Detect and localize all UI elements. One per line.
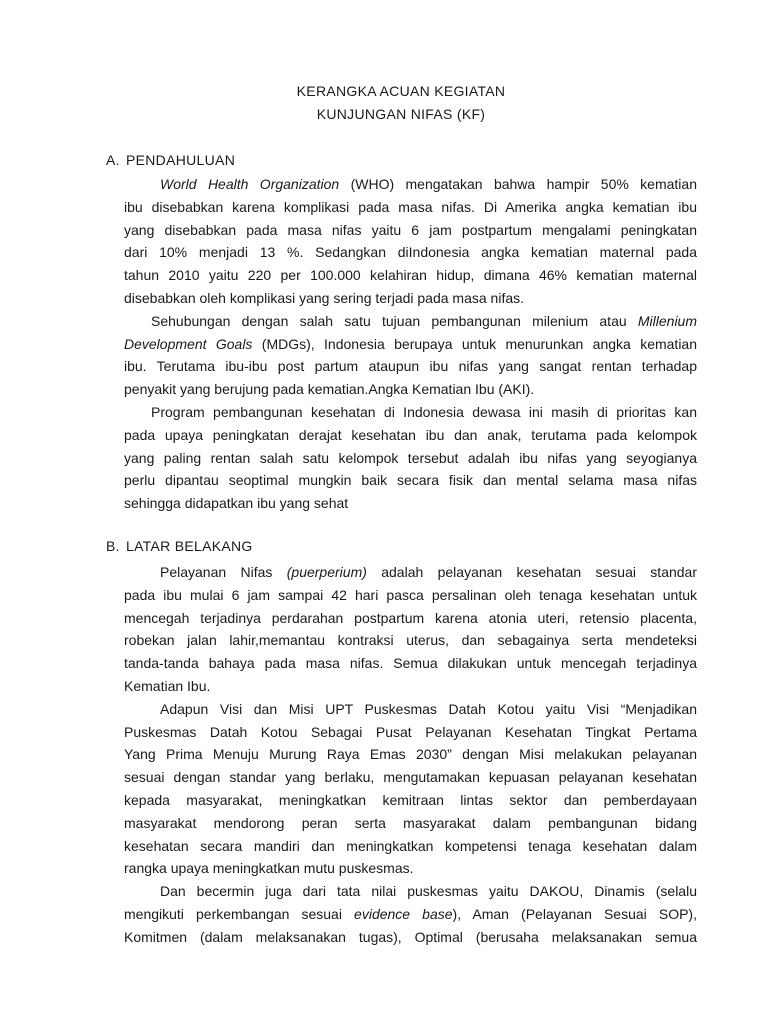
italic-text: Millenium bbox=[637, 312, 697, 329]
text-line bbox=[124, 629, 697, 652]
text-line bbox=[124, 333, 697, 356]
text-line bbox=[124, 287, 697, 310]
text-line bbox=[124, 310, 697, 333]
text-run: dari 10% menjadi 13 %. Sedangkan diIndonesia angka kematian maternal pada bbox=[124, 244, 697, 261]
text-run: perlu dipantau seoptimal mungkin baik secara fisik dan mental selama masa nifas bbox=[124, 472, 697, 489]
text-line bbox=[124, 607, 697, 630]
text-run: yang disebabkan pada masa nifas yaitu 6 jam postpartum mengalami peningkatan bbox=[124, 221, 697, 238]
text-line bbox=[124, 219, 697, 242]
text-line bbox=[124, 789, 697, 812]
italic-text: Development Goals bbox=[124, 335, 253, 352]
text-line bbox=[124, 584, 697, 607]
text-line bbox=[124, 447, 697, 470]
text-line bbox=[124, 743, 697, 766]
text-run: rangka upaya meningkatkan mutu puskesmas. bbox=[124, 860, 414, 877]
text-run: disebabkan oleh komplikasi yang sering terjadi pada masa nifas. bbox=[124, 289, 525, 306]
section-a-heading bbox=[106, 152, 235, 168]
italic-text: evidence base bbox=[354, 905, 453, 922]
section-b-heading bbox=[106, 538, 253, 554]
text-line bbox=[124, 675, 697, 698]
text-run: robekan jalan lahir,memantau kontraksi uterus, dan sebagainya serta mendeteksi bbox=[124, 632, 697, 649]
text-run: (MDGs), Indonesia berupaya untuk menurunkan angka kematian bbox=[252, 335, 697, 352]
text-run: Yang Prima Menuju Murung Raya Emas 2030” dengan Misi melakukan pelayanan bbox=[124, 746, 697, 763]
text-run: mencegah terjadinya perdarahan postpartum karena atonia uteri, retensio placenta, bbox=[124, 609, 697, 626]
text-run: penyakit yang berujung pada kematian.Angka Kematian Ibu (AKI). bbox=[124, 381, 535, 398]
text-line bbox=[124, 241, 697, 264]
text-run: Dan becermin juga dari tata nilai puskesmas yaitu DAKOU, Dinamis (selalu bbox=[160, 883, 697, 900]
text-run: ), Aman (Pelayanan Sesuai SOP), bbox=[452, 905, 697, 922]
section-b-letter: B. bbox=[106, 538, 120, 554]
text-run: kesehatan secara mandiri dan meningkatkan kompetensi tenaga kesehatan dalam bbox=[124, 837, 697, 854]
text-run: mengikuti perkembangan sesuai bbox=[124, 905, 355, 922]
text-run: pada upaya peningkatan derajat kesehatan ibu dan anak, terutama pada kelompok bbox=[124, 426, 697, 443]
text-line bbox=[124, 926, 697, 949]
text-line bbox=[124, 401, 697, 424]
section-a-body bbox=[124, 173, 697, 515]
document-title: KERANGKA ACUAN KEGIATAN bbox=[296, 83, 506, 99]
text-line bbox=[124, 355, 697, 378]
text-line bbox=[124, 857, 697, 880]
text-run: masyarakat mendorong peran serta masyarakat dalam pembangunan bidang bbox=[124, 814, 697, 831]
text-run: (WHO) mengatakan bahwa hampir 50% kematian bbox=[339, 176, 697, 192]
text-line bbox=[124, 721, 697, 744]
text-run: Sehubungan dengan salah satu tujuan pembangunan milenium atau bbox=[151, 312, 638, 329]
text-line bbox=[124, 173, 697, 196]
text-line bbox=[124, 652, 697, 675]
text-run: Puskesmas Datah Kotou Sebagai Pusat Pelayanan Kesehatan Tingkat Pertama bbox=[124, 723, 697, 740]
text-line bbox=[124, 766, 697, 789]
text-run: Kematian Ibu. bbox=[124, 677, 211, 694]
section-b-body bbox=[124, 561, 697, 949]
text-run: Program pembangunan kesehatan di Indonesia dewasa ini masih di prioritas kan bbox=[151, 403, 697, 420]
section-a-letter: A. bbox=[106, 152, 120, 168]
text-run: yang paling rentan salah satu kelompok tersebut adalah ibu nifas yang seyogianya bbox=[124, 449, 697, 466]
text-line bbox=[124, 561, 697, 584]
text-line bbox=[124, 196, 697, 219]
text-run: sehingga didapatkan ibu yang sehat bbox=[124, 495, 349, 512]
text-run: Komitmen (dalam melaksanakan tugas), Optimal (berusaha melaksanakan semua bbox=[124, 928, 697, 945]
text-line bbox=[124, 424, 697, 447]
text-run: ibu disebabkan karena komplikasi pada masa nifas. Di Amerika angka kematian ibu bbox=[124, 198, 697, 215]
text-line bbox=[124, 835, 697, 858]
text-run: sesuai dengan standar yang berlaku, mengutamakan kepuasan pelayanan kesehatan bbox=[124, 769, 697, 786]
text-line bbox=[124, 469, 697, 492]
text-line bbox=[124, 264, 697, 287]
section-b-title: LATAR BELAKANG bbox=[126, 538, 253, 554]
text-line bbox=[124, 903, 697, 926]
text-run: pada ibu mulai 6 jam sampai 42 hari pasca persalinan oleh tenaga kesehatan untuk bbox=[124, 586, 697, 603]
text-run: kepada masyarakat, meningkatkan kemitraan lintas sektor dan pemberdayaan bbox=[124, 791, 697, 808]
text-run: tahun 2010 yaitu 220 per 100.000 kelahiran hidup, dimana 46% kematian maternal bbox=[124, 267, 697, 284]
text-line bbox=[124, 492, 697, 515]
text-line bbox=[124, 378, 697, 401]
text-run: adalah pelayanan kesehatan sesuai standar bbox=[366, 564, 698, 580]
text-line bbox=[124, 812, 697, 835]
text-run: ibu. Terutama ibu-ibu post partum ataupun ibu nifas yang sangat rentan terhadap bbox=[124, 358, 697, 375]
document-subtitle: KUNJUNGAN NIFAS (KF) bbox=[316, 106, 486, 122]
text-line bbox=[124, 880, 697, 903]
text-run: Pelayanan Nifas bbox=[160, 564, 287, 580]
text-run: Adapun Visi dan Misi UPT Puskesmas Datah Kotou yaitu Visi “Menjadikan bbox=[160, 700, 697, 717]
section-a-title: PENDAHULUAN bbox=[126, 152, 236, 168]
text-line bbox=[124, 698, 697, 721]
italic-text: World Health Organization bbox=[160, 176, 340, 192]
text-run: tanda-tanda bahaya pada masa nifas. Semua dilakukan untuk mencegah terjadinya bbox=[124, 655, 697, 672]
italic-text: (puerperium) bbox=[286, 564, 367, 580]
